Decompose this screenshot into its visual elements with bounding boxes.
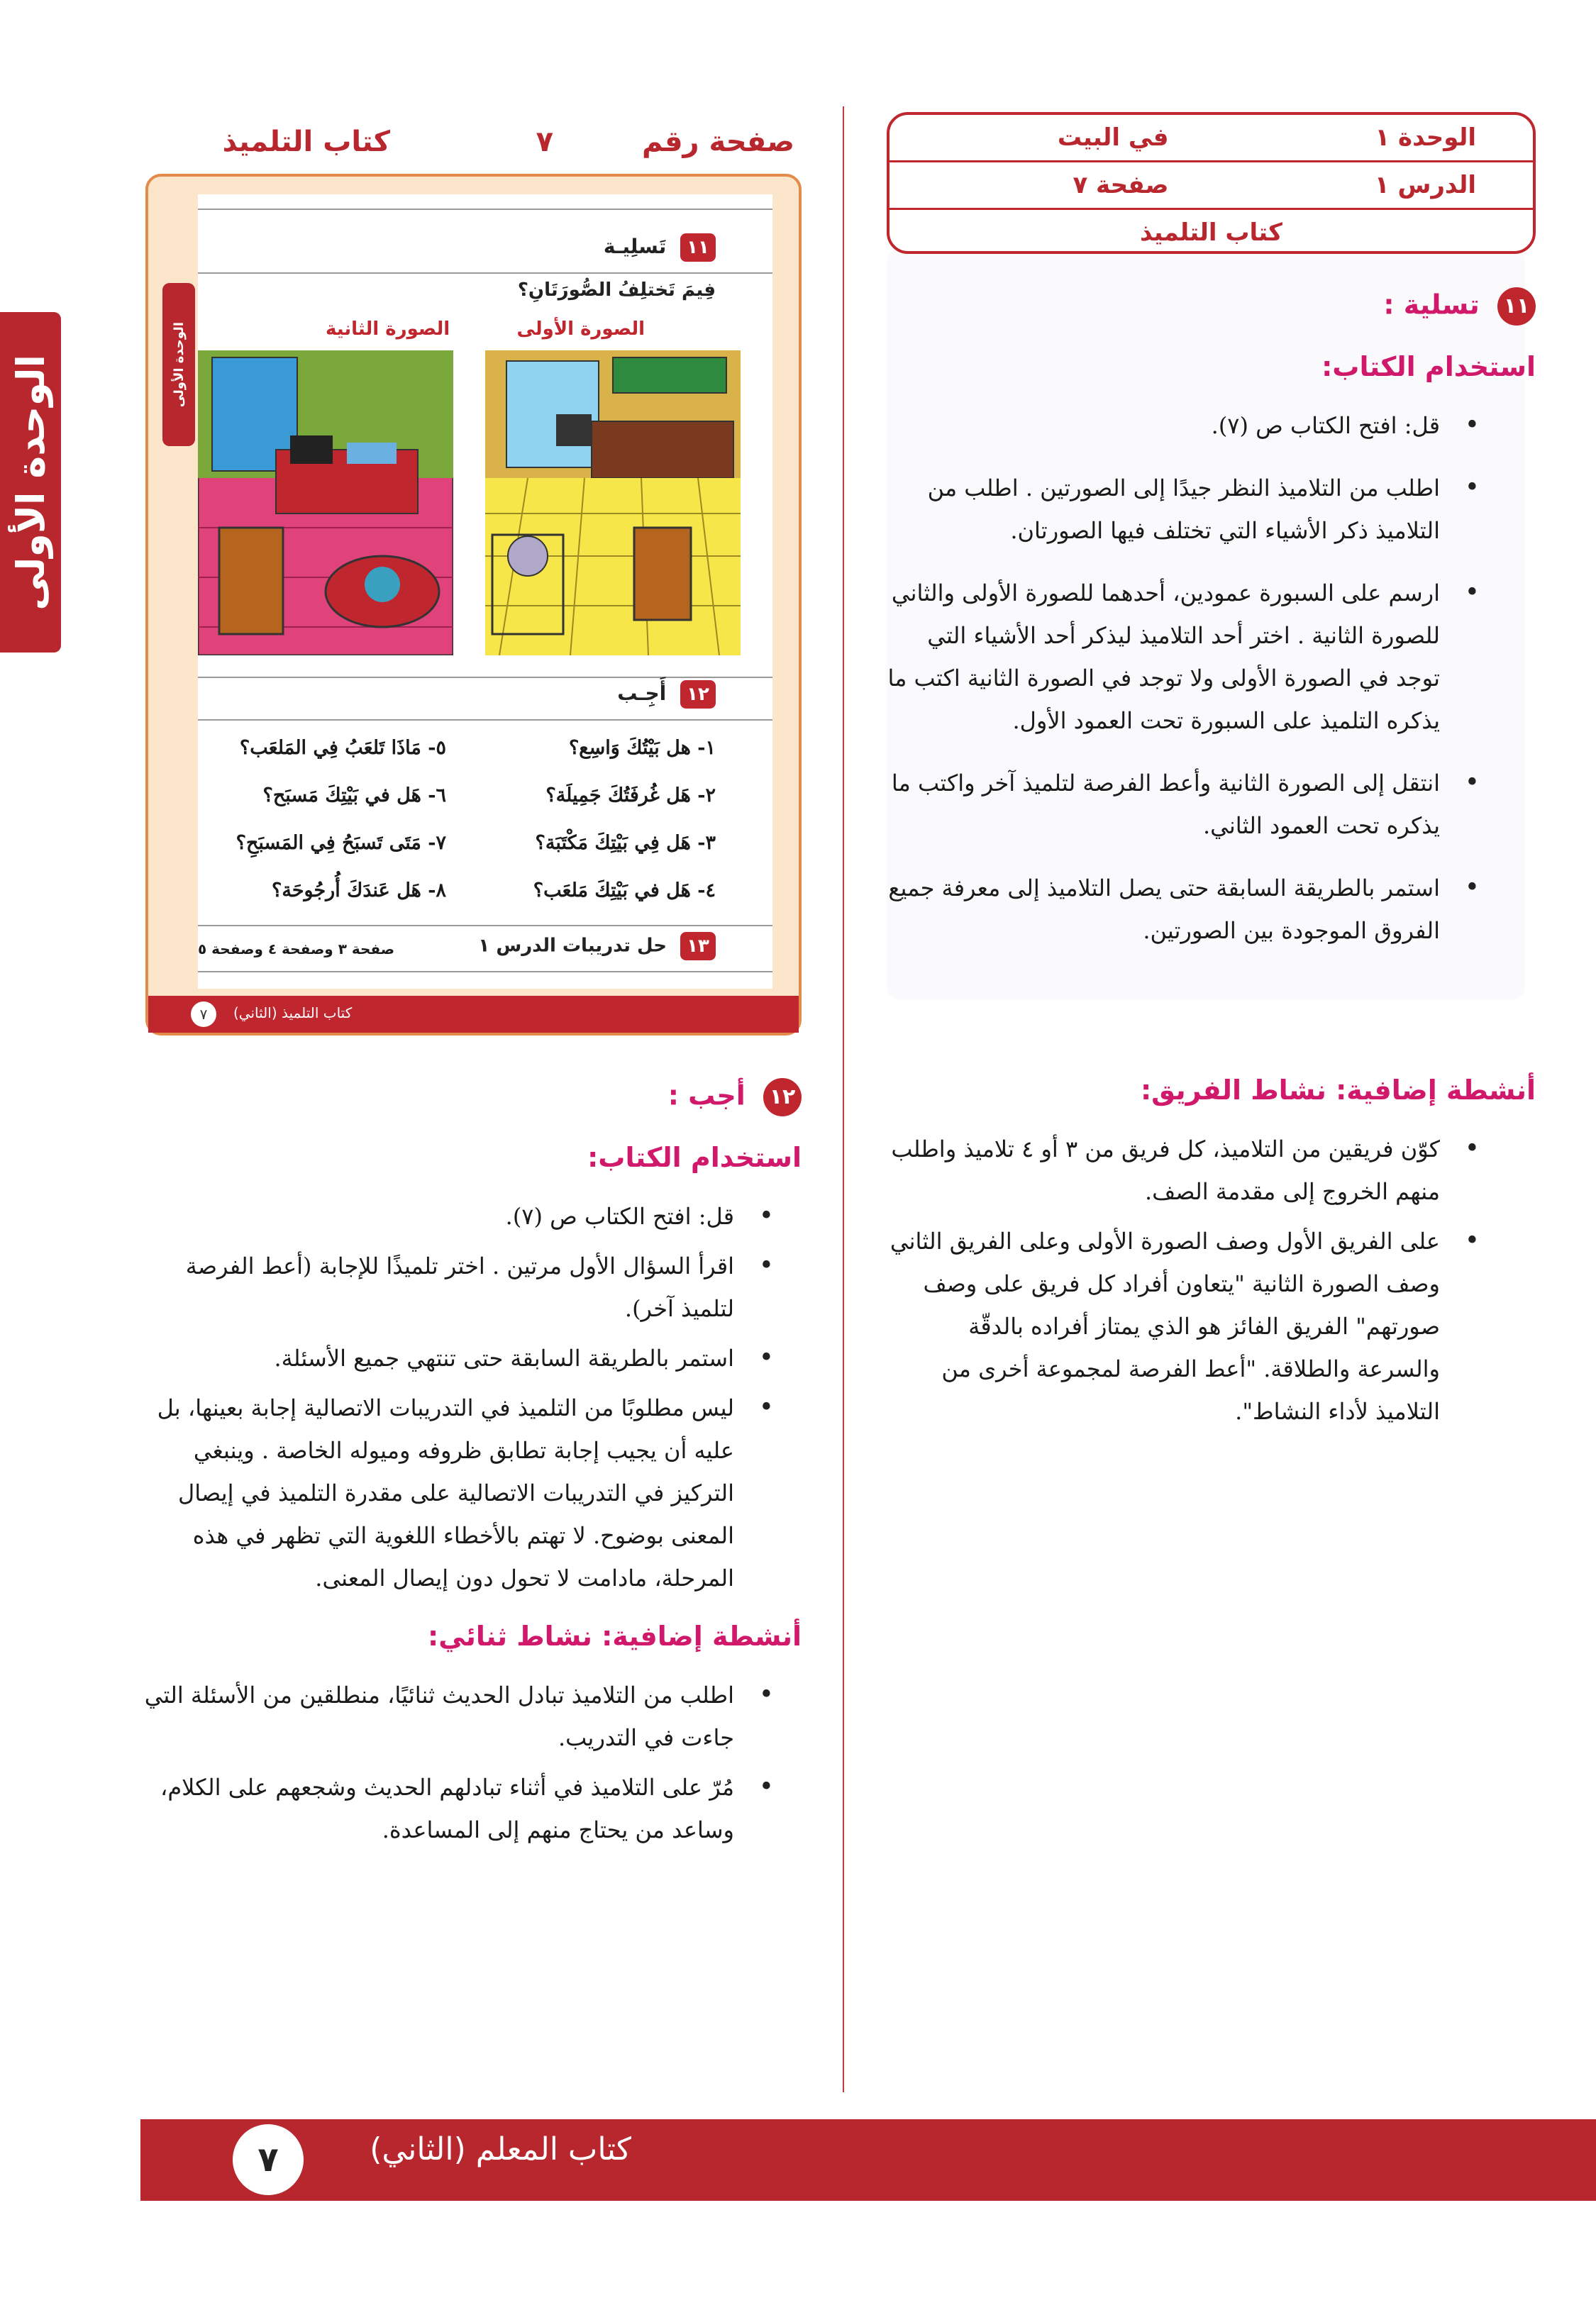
right-bullet-list: [887, 404, 1490, 972]
list-item: • ارسم على السبورة عمودين، أحدهما للصورة الأولى والثاني للصورة الثانية . اختر أحد التلاميذ ليذكر أحد الأشياء التي توجد في الصورة الأولى ولا توجد في الصورة الثانية اكتب ما يذكره التلميذ على السبورة تحت العمود الأول.: [887, 572, 1490, 742]
book-unit-tab-label: الوحدة الأولى: [171, 321, 187, 408]
left-bullet-list: [142, 1195, 784, 1606]
question-item: ٢- هَل غُرفَتُكَ جَمِيلَة؟: [545, 784, 716, 806]
extra-activities-heading: أنشطة إضافية: نشاط الفريق:: [1140, 1075, 1536, 1106]
book-section-title: أَجِـب: [617, 682, 667, 705]
book-section-number: ١١: [680, 233, 716, 262]
list-item: • قل: افتح الكتاب ص (٧).: [142, 1195, 784, 1238]
footer-page-number: ٧: [233, 2124, 304, 2195]
section-number-badge: ١٢: [763, 1078, 802, 1116]
question-item: ٦- هَل في بَيْتِكَ مَسبَح؟: [262, 784, 446, 806]
rule: [198, 209, 772, 210]
list-item: • استمر بالطريقة السابقة حتى يصل التلاميذ إلى معرفة جميع الفروق الموجودة بين الصورتين.: [887, 867, 1490, 952]
list-item: • ليس مطلوبًا من التلميذ في التدريبات الاتصالية إجابة بعينها، بل عليه أن يجيب إجابة تطابق ظروفه وميوله الخاصة . وينبغي التركيز في التدريبات الاتصالية على مقدرة التلميذ في إيصال المعنى بوضوح. لا تهتم بالأخطاء اللغوية التي تظهر في هذه المرحلة، مادامت لا تحول دون إيصال المعنى.: [142, 1387, 784, 1599]
book-footer-bar: [148, 996, 799, 1033]
student-book-header: [142, 121, 794, 163]
header-row-unit: [890, 115, 1533, 160]
unit-title: في البيت: [1057, 123, 1169, 152]
rule: [198, 272, 772, 274]
book-section-12: [617, 680, 716, 709]
header-row-lesson: [890, 162, 1533, 208]
book-page-content: [198, 194, 772, 989]
questions-left: [205, 737, 446, 927]
book-section-number: ١٣: [680, 932, 716, 960]
list-item: • على الفريق الأول وصف الصورة الأولى وعلى الفريق الثاني وصف الصورة الثانية "يتعاون أفراد كل فريق على وصف صورتهم" الفريق الفائز هو الذي يمتاز أفراده بالدقّة والسرعة والطلاقة. "أعط الفرصة لمجموعة أخرى من التلاميذ لأداء النشاط".: [887, 1220, 1490, 1433]
book-label: كتاب التلميذ: [1140, 218, 1282, 247]
picture-2-illustration: [198, 350, 453, 655]
section-12-heading: [142, 1078, 802, 1116]
unit-side-tab-label: الوحدة الأولى: [8, 354, 53, 611]
rule: [198, 971, 772, 972]
question-item: ٧- مَتَى تَسبَحُ فِي المَسبَحِ؟: [235, 832, 446, 854]
questions-right: [460, 737, 716, 927]
list-item: • استمر بالطريقة السابقة حتى تنتهي جميع الأسئلة.: [142, 1337, 784, 1379]
section-11-heading: [887, 287, 1536, 326]
extra-activities-list: [142, 1674, 784, 1858]
extra-activities-list: [887, 1128, 1490, 1440]
section-title: تسلية :: [1383, 289, 1480, 321]
list-item: • مُرّ على التلاميذ في أثناء تبادلهم الحديث وشجعهم على الكلام، وساعد من يحتاج منهم إلى المساعدة.: [142, 1766, 784, 1851]
question-item: ١- هل بَيْتُكَ وَاسِع؟: [568, 737, 716, 759]
book-section-13: [478, 932, 716, 960]
book-section-number: ١٢: [680, 680, 716, 709]
student-book-page: [145, 174, 802, 1036]
picture-2-label: الصورة الثانية: [326, 318, 450, 340]
rule: [198, 719, 772, 721]
section-number-badge: ١١: [1497, 287, 1536, 326]
book-section-13-pages: صفحة ٣ وصفحة ٤ وصفحة ٥: [198, 940, 395, 957]
extra-activities-heading: أنشطة إضافية: نشاط ثنائي:: [428, 1621, 802, 1652]
book-section-11: [604, 233, 716, 262]
page-word: صفحة رقم: [641, 126, 794, 158]
footer-book-title: كتاب المعلم (الثاني): [370, 2131, 631, 2167]
list-item: • انتقل إلى الصورة الثانية وأعط الفرصة لتلميذ آخر واكتب ما يذكره تحت العمود الثاني.: [887, 762, 1490, 847]
rule: [198, 925, 772, 926]
list-item: • قل: افتح الكتاب ص (٧).: [887, 404, 1490, 447]
book-footer-text: كتاب التلميذ (الثاني): [233, 1004, 353, 1021]
rule: [198, 677, 772, 678]
book-section-title: تَسلِيـة: [603, 235, 667, 258]
list-item: • كوّن فريقين من التلاميذ، كل فريق من ٣ أو ٤ تلاميذ واطلب منهم الخروج إلى مقدمة الصف.: [887, 1128, 1490, 1213]
book-section-title: حل تدريبات الدرس ١: [478, 935, 667, 957]
section-title: أجب :: [667, 1079, 746, 1111]
list-item: • اقرأ السؤال الأول مرتين . اختر تلميذًا للإجابة (أعط الفرصة لتلميذ آخر).: [142, 1245, 784, 1330]
use-book-heading: استخدام الكتاب:: [1321, 351, 1536, 382]
book-question: فِيمَ تَختلِفُ الصُّورَتَانِ؟: [517, 279, 716, 301]
book-footer-page: ٧: [191, 1001, 216, 1027]
use-book-heading: استخدام الكتاب:: [587, 1142, 802, 1173]
lesson-header-box: [887, 112, 1536, 254]
unit-label: الوحدة ١: [1375, 123, 1476, 152]
question-item: ٣- هَل فِي بَيْتِكَ مَكْتَبَة؟: [535, 832, 716, 854]
book-name: كتاب التلميذ: [222, 126, 390, 158]
column-divider: [843, 106, 844, 2092]
list-item: • اطلب من التلاميذ تبادل الحديث ثنائيًا، منطلقين من الأسئلة التي جاءت في التدريب.: [142, 1674, 784, 1759]
question-item: ٨- هَل عَندَكَ أُرجُوحَة؟: [272, 879, 446, 901]
picture-1-label: الصورة الأولى: [516, 318, 645, 340]
book-unit-tab: [162, 283, 195, 446]
header-row-book: [890, 210, 1533, 254]
list-item: • اطلب من التلاميذ النظر جيدًا إلى الصورتين . اطلب من التلاميذ ذكر الأشياء التي تختلف فيها الصورتان.: [887, 467, 1490, 552]
lesson-label: الدرس ١: [1374, 171, 1476, 199]
unit-side-tab: [0, 312, 61, 653]
question-item: ٤- هَل في بَيْتِكَ مَلعَب؟: [533, 879, 716, 901]
question-item: ٥- مَاذَا تَلعَبُ فِي المَلعَب؟: [239, 737, 446, 759]
page-number: ٧: [536, 126, 553, 158]
picture-1-illustration: [485, 350, 741, 655]
page-label: صفحة ٧: [1073, 171, 1169, 199]
